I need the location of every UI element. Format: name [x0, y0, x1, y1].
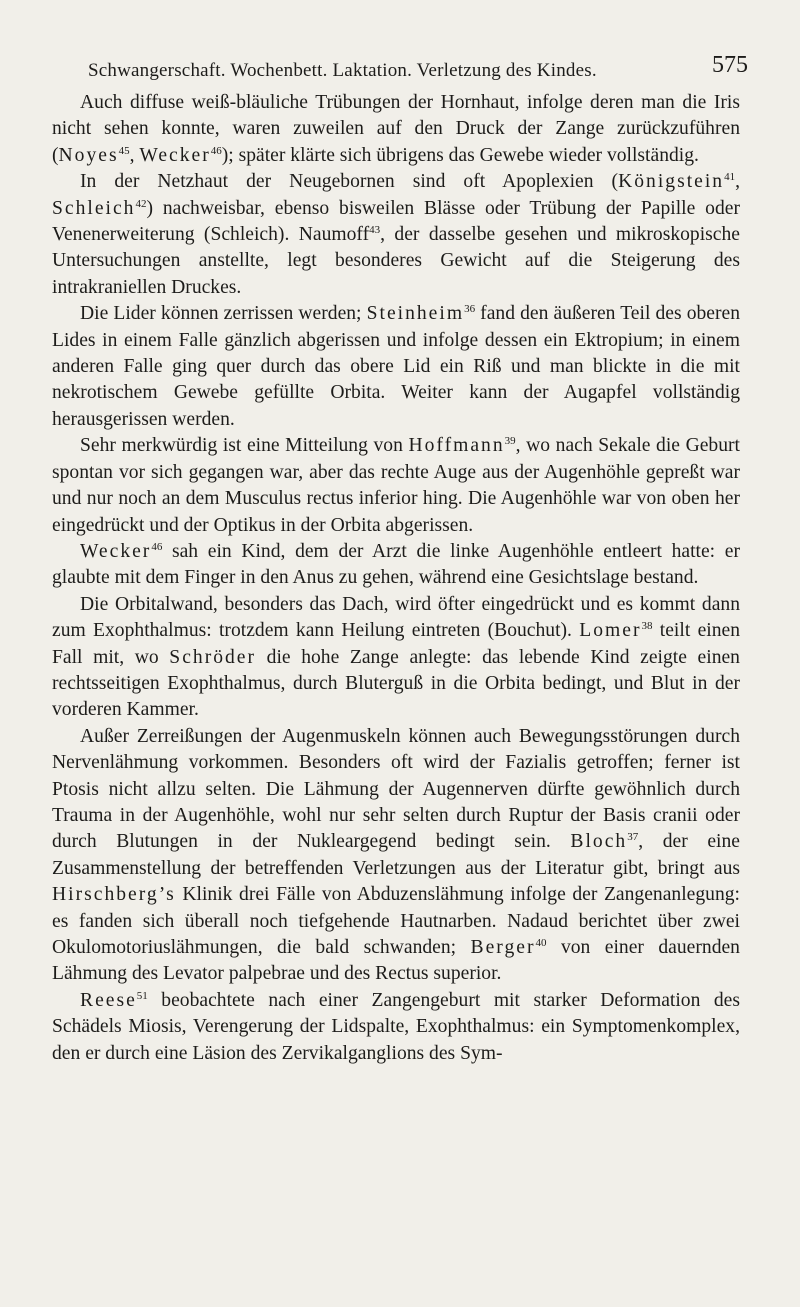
citation-number: 36: [464, 303, 476, 316]
text-run: , wo nach Sekale die Geburt spontan vor sich gegangen war, aber das rechte Auge aus der Augenhöhle gepreßt war und nur noch an dem Musculus rectus inferior hing. Die Augenhöhle war von oben her eingedrückt und der Optikus in der Orbita abgerissen.: [52, 435, 740, 536]
author-name: Lomer: [579, 620, 642, 642]
author-name: Reese: [80, 989, 137, 1011]
text-run: Außer Zerreißungen der Augenmuskeln können auch Bewegungsstörungen durch Nervenlähmung vorkommen. Besonders oft wird der Fazialis getroffen; ferner ist Ptosis nicht allzu selten. Die Lähmung der Augennerven dürfte gewöhnlich durch Trauma in der Augenhöhle, wohl nur sehr selten durch Ruptur der Basis cranii oder durch Blutungen in der Nukleargegend bedingt sein.: [52, 725, 740, 853]
text-run: fand den äußeren Teil des oberen Lides in einem Falle gänzlich abgerissen und infolge dessen ein Ektropium; in einem anderen Falle ging quer durch das obere Lid ein Riß und man blickte in die mit nekrotischem Gewebe gefüllte Orbita. Weiter kann der Augapfel vollständig herausgerissen werden.: [52, 303, 740, 430]
citation-number: 39: [504, 435, 516, 448]
text-run: von einer dauernden Lähmung des Levator palpebrae und des Rectus superior.: [52, 937, 740, 985]
citation-number: 45: [118, 144, 130, 157]
text-run: ,: [129, 144, 140, 166]
text-run: ,: [735, 171, 740, 193]
text-run: teilt einen Fall mit, wo: [52, 620, 740, 668]
text-run: ); später klärte sich übrigens das Gewebe wieder vollständig.: [221, 144, 699, 166]
author-name: Königstein: [618, 171, 725, 193]
paragraph: [52, 169, 740, 301]
author-name: Wecker: [139, 144, 211, 166]
author-name: Noyes: [58, 144, 119, 166]
citation-number: 38: [641, 620, 653, 633]
text-run: , der eine Zusammenstellung der betreffenden Verletzungen aus der Literatur gibt, bringt aus: [52, 831, 740, 879]
paragraph: [52, 301, 740, 433]
text-run: In der Netzhaut der Neugebornen sind oft Apoplexien (: [80, 171, 619, 193]
citation-number: 40: [535, 937, 547, 949]
paragraph: [52, 988, 740, 1067]
page-number: 575: [712, 52, 748, 78]
author-name: Hirschberg’s: [52, 884, 176, 906]
author-name: Bloch: [570, 831, 628, 853]
text-run: Sehr merkwürdig ist eine Mitteilung von: [80, 435, 409, 457]
text-run: beobachtete nach einer Zangengeburt mit starker Deformation des Schädels Miosis, Verengerung der Lidspalte, Exophthalmus: ein Symptomenkomplex, den er durch eine Läsion des Zervikalganglions des Sym-: [52, 989, 740, 1064]
author-name: Schröder: [169, 646, 257, 668]
citation-number: 51: [136, 989, 148, 1002]
author-name: Naumoff: [298, 224, 370, 246]
citation-number: 46: [210, 144, 222, 157]
running-title: Schwangerschaft. Wochenbett. Laktation. Verletzung des Kindes.: [88, 60, 597, 81]
body-text: [52, 90, 740, 1067]
citation-number: 37: [627, 831, 639, 844]
citation-number: 42: [135, 197, 147, 210]
author-name: Wecker: [80, 540, 152, 562]
paragraph: [52, 90, 740, 169]
paragraph: [52, 433, 740, 539]
text-run: , der dasselbe gesehen und mikroskopische Untersuchungen anstellte, legt besonderes Gewicht auf die Steigerung des intrakraniellen Druckes.: [52, 224, 740, 298]
text-run: Klinik drei Fälle von Abduzenslähmung infolge der Zangenanlegung: es fanden sich überall noch tiefgehende Hautnarben. Nadaud berichtet über zwei Okulomotoriuslähmungen, die bald schwanden;: [52, 884, 740, 958]
paragraph: [52, 539, 740, 592]
text-run: Die Lider können zerrissen werden;: [80, 303, 367, 325]
citation-number: 46: [151, 540, 163, 553]
text-run: sah ein Kind, dem der Arzt die linke Augenhöhle entleert hatte: er glaubte mit dem Finger in den Anus zu gehen, während eine Gesichtslage bestand.: [52, 540, 740, 589]
paragraph: [52, 724, 740, 988]
author-name: Hoffmann: [408, 435, 505, 457]
text-run: Auch diffuse weiß-bläuliche Trübungen der Hornhaut, infolge deren man die Iris nicht sehen konnte, waren zuweilen auf den Druck der Zange zurückzuführen (: [52, 92, 740, 166]
paragraph: [52, 592, 740, 724]
citation-number: 41: [724, 171, 736, 184]
text-run: ) nachweisbar, ebenso bisweilen Blässe oder Trübung der Papille oder Venenerweiterung (Schleich).: [52, 197, 740, 246]
text-run: die hohe Zange anlegte: das lebende Kind zeigte einen rechtsseitigen Exophthalmus, durch Bluterguß in die Orbita bedingt, und Blut in der vorderen Kammer.: [52, 646, 740, 721]
citation-number: 43: [369, 224, 381, 237]
author-name: Berger: [470, 937, 536, 958]
author-name: Steinheim: [366, 303, 465, 325]
text-run: Die Orbitalwand, besonders das Dach, wird öfter eingedrückt und es kommt dann zum Exophthalmus: trotzdem kann Heilung eintreten (Bouchut).: [52, 593, 740, 642]
author-name: Schleich: [52, 197, 136, 219]
